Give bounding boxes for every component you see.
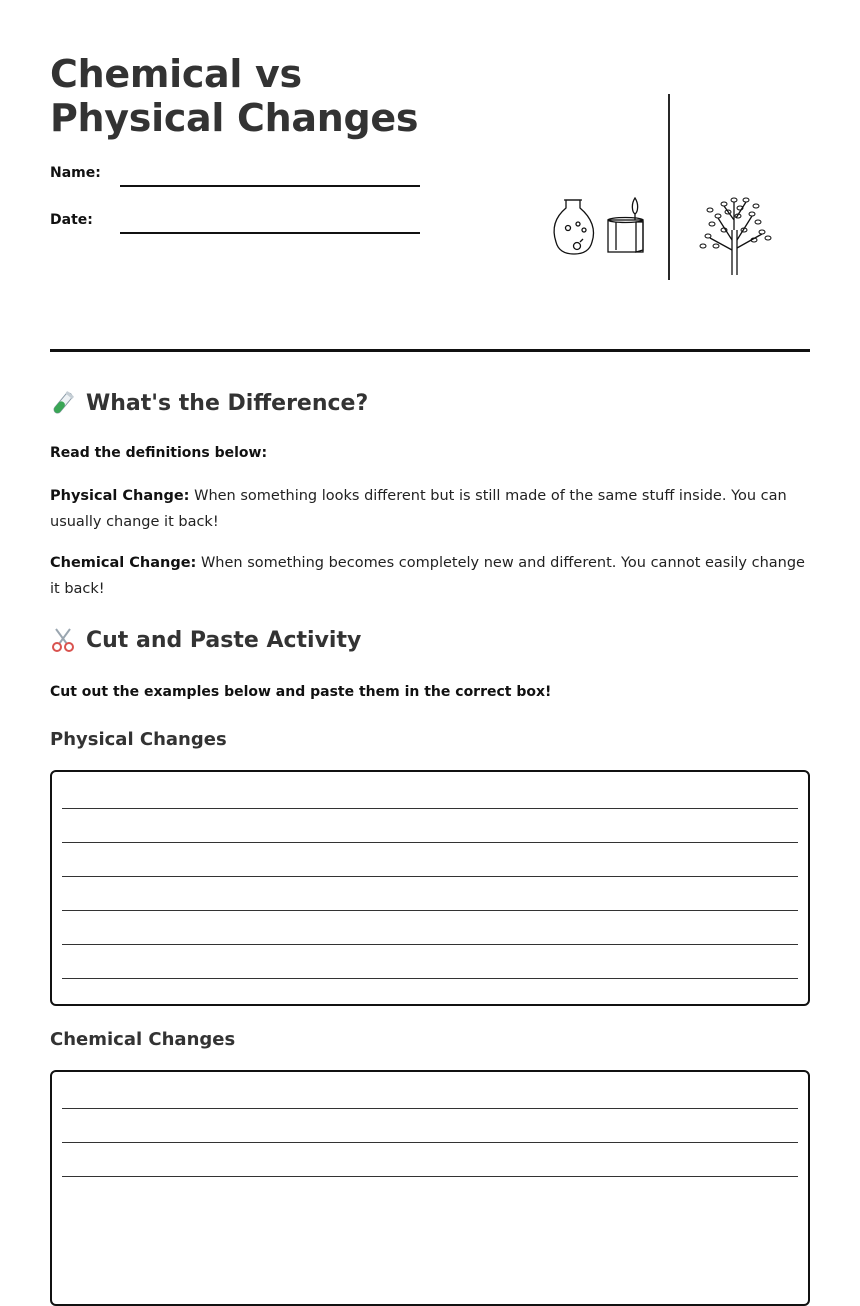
physical-changes-heading: Physical Changes [50,729,227,750]
chemical-change-term: Chemical Change: [50,555,197,571]
flask-icon [554,200,593,254]
date-label: Date: [50,212,93,228]
definitions-instruction: Read the definitions below: [50,445,268,461]
write-line [62,910,798,911]
name-write-line[interactable] [120,185,420,187]
activity-instruction: Cut out the examples below and paste them in the correct box! [50,684,552,700]
physical-change-definition [50,483,810,535]
write-line [62,978,798,979]
chemical-change-definition [50,550,810,602]
header-illustration [540,90,800,285]
write-line [62,1142,798,1143]
write-line [62,842,798,843]
chemical-changes-paste-box[interactable] [50,1070,810,1306]
difference-heading [50,390,368,416]
candle-icon [608,198,643,252]
page-title: Chemical vs Physical Changes [50,52,419,140]
tree-icon [700,198,771,275]
header-divider [50,349,810,352]
write-line [62,876,798,877]
scissors-icon [50,627,76,653]
date-write-line[interactable] [120,232,420,234]
chemical-changes-heading: Chemical Changes [50,1029,236,1050]
write-line [62,944,798,945]
physical-changes-paste-box[interactable] [50,770,810,1006]
activity-heading [50,627,361,653]
chemical-change-text: When something becomes completely new and different. You cannot easily change it back! [50,555,805,597]
difference-heading-text: What's the Difference? [86,390,369,416]
write-line [62,1108,798,1109]
write-line [62,1176,798,1177]
test-tube-icon [50,390,76,416]
name-label: Name: [50,165,101,181]
activity-heading-text: Cut and Paste Activity [86,627,362,653]
physical-change-term: Physical Change: [50,488,190,504]
physical-change-text: When something looks different but is still made of the same stuff inside. You can usually change it back! [50,488,787,530]
write-line [62,808,798,809]
